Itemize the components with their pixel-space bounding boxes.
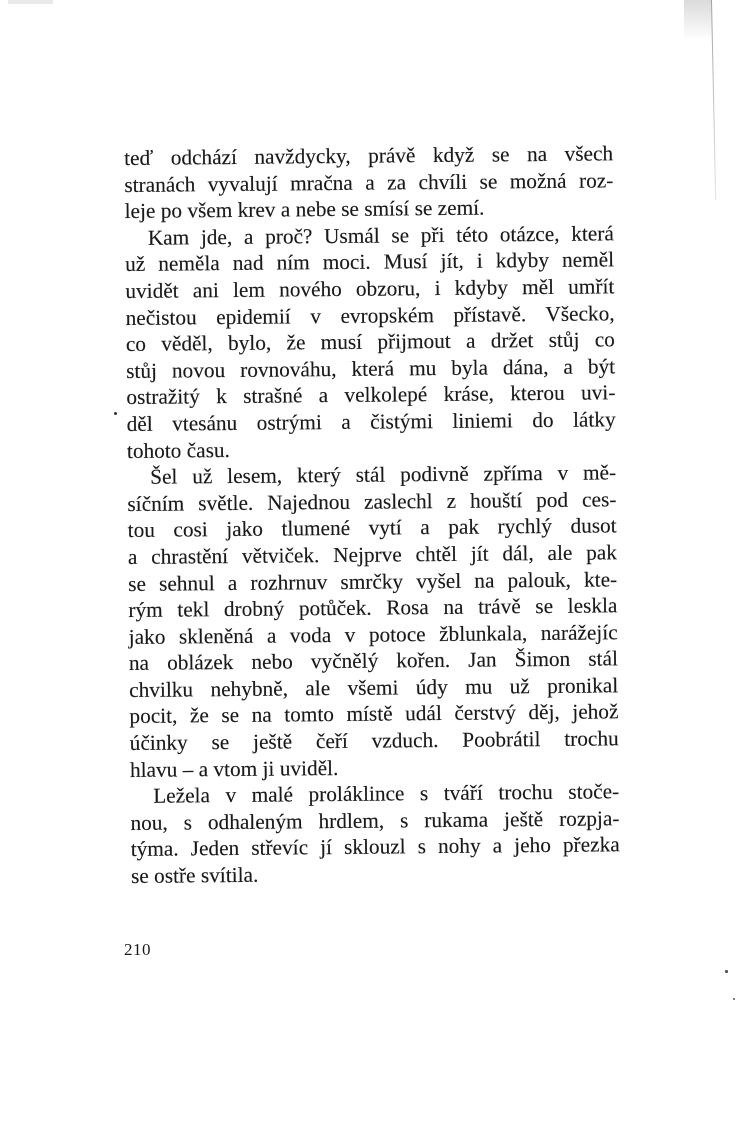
text-line: uvidět ani lem nového obzoru, i kdyby měl umřít bbox=[125, 274, 615, 303]
text-line: nou, s odhaleným hrdlem, s rukama ještě rozpja- bbox=[130, 806, 620, 835]
scan-speck bbox=[725, 970, 728, 973]
text-line: Ležela v malé proláklince s tváří trochu stoče- bbox=[153, 779, 620, 808]
text-line: síčním světle. Najednou zaslechl z houští pod ces- bbox=[127, 487, 617, 516]
text-line: ostražitý k strašné a velkolepé kráse, kterou uvi- bbox=[126, 380, 616, 410]
text-line: leje po všem krev a nebe se smísí se zemí. bbox=[124, 195, 485, 224]
text-line: chvilku nehybně, ale všemi údy mu už pronikal bbox=[129, 673, 619, 702]
text-line: nečistou epidemií v evropském přístavě. Všecko, bbox=[125, 300, 615, 330]
text-line: Šel už lesem, který stál podivně zpříma v mě- bbox=[150, 460, 617, 489]
text-line: jako skleněná a voda v potoce žblunkala, narážejíc bbox=[128, 619, 618, 649]
text-line: týma. Jeden střevíc jí sklouzl s nohy a jeho přezka bbox=[130, 832, 620, 862]
text-line: stranách vyvalují mračna a za chvíli se možná roz- bbox=[124, 167, 614, 197]
body-text bbox=[124, 140, 620, 889]
scan-speck bbox=[733, 998, 735, 1000]
text-line: co věděl, bylo, že musí přijmout a držet stůj co bbox=[125, 327, 616, 357]
scan-edge-shadow bbox=[684, 0, 712, 40]
text-line: teď odchází navždycky, právě když se na všech bbox=[124, 141, 614, 170]
text-line: se sehnul a rozhrnuv smrčky vyšel na palouk, kte- bbox=[128, 566, 618, 596]
page-number: 210 bbox=[124, 940, 151, 959]
text-line: už neměla nad ním moci. Musí jít, i kdyby neměl bbox=[125, 247, 615, 277]
scan-smudge bbox=[8, 0, 53, 4]
text-line: účinky se ještě čeří vzduch. Poobrátil trochu bbox=[129, 726, 619, 756]
text-line: Kam jde, a proč? Usmál se při této otázce, která bbox=[147, 221, 614, 250]
text-line: stůj novou rovnováhu, která mu byla dána, a být bbox=[126, 354, 616, 383]
text-line: rým tekl drobný potůček. Rosa na trávě se leskla bbox=[128, 593, 618, 623]
text-line: děl vtesánu ostrými a čistými liniemi do látky bbox=[126, 407, 616, 436]
text-line: a chrastění větviček. Nejprve chtěl jít dál, ale pak bbox=[127, 540, 618, 569]
text-line: pocit, že se na tomto místě udál čerstvý děj, jehož bbox=[129, 699, 619, 729]
text-line: se ostře svítila. bbox=[130, 862, 259, 888]
text-line: hlavu – a vtom ji uviděl. bbox=[129, 755, 339, 782]
scan-page-edge-line bbox=[711, 0, 717, 200]
margin-dot bbox=[114, 412, 117, 415]
text-line: tou cosi jako tlumené vytí a pak rychlý dusot bbox=[127, 513, 617, 543]
text-line: na oblázek nebo vyčnělý kořen. Jan Šimon stál bbox=[128, 646, 619, 676]
text-line: tohoto času. bbox=[126, 437, 231, 463]
